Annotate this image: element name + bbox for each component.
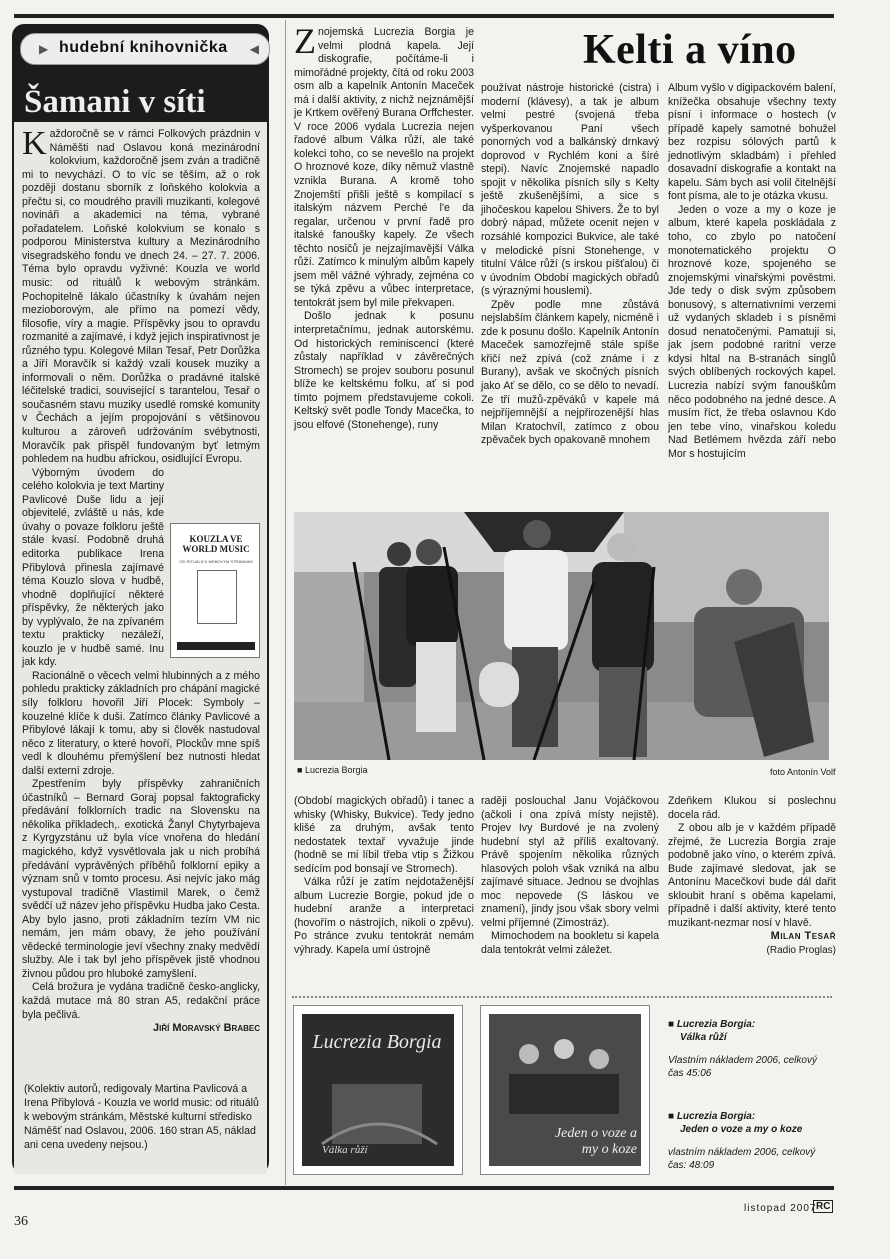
album-artist: ■ Lucrezia Borgia: <box>668 1111 756 1122</box>
dropcap: K <box>22 125 47 162</box>
album-cover-subtitle: Válka růží <box>322 1144 368 1156</box>
album-name: Jeden o voze a my o koze <box>680 1124 803 1135</box>
book-cover-illustration <box>197 570 237 624</box>
article-paragraph: Zdeňkem Klukou si poslechnu docela rád. <box>668 795 836 821</box>
article-author-source: (Radio Proglas) <box>766 945 836 957</box>
magazine-logo: RC <box>813 1200 833 1213</box>
triangle-left-icon: ◀ <box>249 42 259 56</box>
album-cover-title: Jeden o voze a my o koze <box>554 1126 637 1157</box>
sidebar-paragraph: Zpestřením byly příspěvky zahraničních účastníků – Bernard Goraj popsal faktograficky předávání folklorních tradic na Slovensku na několika příkladech,. exotická Žanyl Chytyrbajeva z Kyrgyzstánu už byla více vnořena do hledání magického, když vysvětlovala jak u nich probíhá předávání vyprávěných příběhů folklorní epiky a význam snů v tomto procesu. Asi nejvíc jako mág vystupoval tradičně Vlastimil Marek, o čemž svědčí už název jeho příspěvku Hudba jako Cesta. Aby bylo jasno, proti základním tezím VM nic nemám, jen mám obavy, že jeho používání vědecké terminologie jeví všechny znaky medvědí služby. Ale i tak byl jeho příspěvek jistě vhodnou živnou půdou pro hluboké zamyšlení. <box>22 778 260 980</box>
band-photo <box>294 512 829 760</box>
book-cover-subtitle: OD RITUÁLŮ K WEBOVÝM STRÁNKÁM <box>179 559 253 564</box>
article-paragraph: Mimochodem na bookletu si kapela dala tentokrát velmi záležet. <box>481 930 659 957</box>
article-column-6 <box>668 795 836 958</box>
article-paragraph: (Období magických obřadů) i tanec a whisky (Whisky, Bukvice). Tedy jedno klišé za druhým, avšak tento nedostatek textař vyvažuje jinde (hodně se mi líbil třeba vtip s Žižkou sedícím pod bonsají ve Stromech). <box>294 795 474 875</box>
article-paragraph: Jeden o voze a my o koze je album, které kapela poskládala z toho, co zbylo po natočení monotematického projektu O hroznové koze, spojeného se znojemskými vinařskými pověstmi. Jde tedy o disk svým způsobem bonusový, s alternativními verzemi už vydaných skladeb i s písněmi dosud nenatočenými. Pamatuji si, jak jsem podobné raritní verze kdysi hltal na B-stranách singlů svých oblíbených rockových kapel. Lucrezia nabízí svým fanouškům něco podobného na jedné desce. A musím říct, že třeba oslavnou Kdo jen tebe víno, vinařskou koledu Nad Betlémem hvězda září nebo Mor s hostujícím <box>668 203 836 460</box>
article-title: Kelti a víno <box>583 27 797 73</box>
album-cover-valka-ruzi <box>293 1005 463 1175</box>
photo-credit: foto Antonín Volf <box>770 767 836 777</box>
book-cover-band <box>177 642 255 650</box>
album-cover-title: Lucrezia Borgia <box>312 1031 442 1053</box>
column-rule <box>285 20 286 1185</box>
article-paragraph: Zpěv podle mne zůstává nejslabším článkem kapely, nicméně i zde k posunu došlo. Kapelník Antonín Maceček samozřejmě stále spíše křičí než zpívá (což známe i z Burany), avšak ve skočných písních jako Ať se dělo, co se dělo to nevadí. Ze tří mužů-zpěváků v kapele má nejpříjemnější a nejpřirozenější hlas Milan Kratochvíl, zatímco z obou zpěvaček bych opakovaně mnohem <box>481 298 659 447</box>
article-dropcap: Z <box>294 21 316 61</box>
album-cover-art <box>302 1014 454 1166</box>
dotted-divider <box>292 996 832 998</box>
photo-caption: ■ Lucrezia Borgia <box>297 765 368 775</box>
issue-date: listopad 2007 <box>744 1203 817 1214</box>
article-column-5 <box>481 795 659 958</box>
article-paragraph: raději poslouchal Janu Vojáčkovou (ačkoli i ona zpívá místy nejistě). Projev Ivy Burdové je na zvolený hudební styl až příliš exaltovaný. Právě spojením několika různých hlasových poloh však vzniká na albu zajímavé situace. Jednou se dvojhlas moc nepovede (S láskou ve znamení), jindy jsou však sbory velmi velmi příjemné (Zimostráz). <box>481 795 659 929</box>
album-details: vlastním nákladem 2006, celkový čas: 48:09 <box>668 1147 816 1171</box>
sidebar-paragraph: Každoročně se v rámci Folkových prázdnin v Náměšti nad Oslavou koná mezinárodní kolokvium, každoročně jsem zván a tradičně mi to nevychází. O to víc se těším, až o rok později dostanu sborník z loňského kolokvia a přečtu si, co moudrého pravili muzikanti, kolegové novináři a akademici na téma, vybrané pořadatelem. Loňské kolokvium se konalo s podporou Ministerstva kultury a Mezinárodního visegradského fondu ve dnech 24. – 27. 7. 2006. Téma bylo opravdu vyživné: Kouzla ve world music: od rituálů k webovým stránkám. Pochopitelně lákalo účastníky k úvahám nejen mezioborovým, ale přímo na pomezí vědy, filosofie, víry a magie. Příspěvky jsou to opravdu rozmanité a zajímavé, i když jejich inspirativnost je různého typu. Kolegové Milan Tesař, Petr Dorůžka a Jiří Moravčík si každý vzali kousek muziky a informovali o něm. Dorůžka o pradávné italské léčitelské tradici, související s tarantelou, Tesař o současném stavu muziky usedlé romské komunity v Čechách a jejím propojování s většinovou kulturou a zároveň udržováním svébytnosti, Moravčík pak přispěl fundovaným byť letmým pohledem na hudbu africkou, osidlující Evropu. <box>22 125 260 466</box>
article-column-4 <box>294 795 474 958</box>
sidebar-paragraph: Výborným úvodem do celého kolokvia je text Martiny Pavlicové Duše lidu a její objevitelé, zvláště u nás, kde úvahy o povaze folkloru ještě stále kvasí. Podobně druhá editorka publikace Irena Přibylová přinesla zajímavé téma Kouzlo slova v hudbě, vhodně doplňující některé příspěvky, že některých jako by vyplývalo, že na zpívaném textu prakticky nezáleží, kouzlo je v hudbě samé. Inu jak kdy. <box>22 466 164 669</box>
album-details: Vlastním nákladem 2006, celkový čas 45:06 <box>668 1055 817 1079</box>
section-label-pill <box>20 33 270 65</box>
section-label: hudební knihovnička <box>59 39 228 56</box>
article-column-1 <box>294 21 474 432</box>
album-info-2 <box>668 1110 833 1172</box>
triangle-right-icon: ▶ <box>39 42 49 56</box>
book-cover-image <box>170 523 260 658</box>
band-photo-image <box>294 512 829 760</box>
article-paragraph: Z obou alb je v každém případě zřejmé, že Lucrezia Borgia zraje podobně jako víno, o kterém zpívá. Bude zajímavé sledovat, jak se Antonínu Macečkovi bude dál dařit skloubit hraní s oběma kapelami, případně i další aktivity, které tento muzikant-nezmar nosí v hlavě. <box>668 822 836 929</box>
article-paragraph: Válka růží je zatím nejdotaženější album Lucrezie Borgie, pokud jde o hudební aranže a interpretaci (hovořím o nástrojích, nikoli o zpěvu). Po stránce zvuku tentokrát nemám výhrady. Kapela umí ústrojně <box>294 876 474 957</box>
article-paragraph: Album vyšlo v digipackovém balení, knížečka obsahuje všechny texty písní i informace o hostech (v případě kapely samotné bohužel bez rozpisu sólových partů k jednotlivým skladbám) i přehled dosavadní diskografie a kontakt na kapelu. Sám bych asi volil čitelnější font písma, ale to je otázka vkusu. <box>668 82 836 203</box>
bottom-rule <box>14 1186 834 1190</box>
album-name: Válka růží <box>680 1032 727 1043</box>
sidebar-title: Šamani v síti <box>24 84 206 120</box>
article-paragraph: Došlo jednak k posunu interpretačnímu, jednak autorskému. Od historických reminiscencí (které zůstaly například v závěrečných Stromech) se projev souboru posunul blíže ke keltskému folku, ať si pod tímto pojmem představujeme cokoli. Keltský svět podle Tondy Macečka, to jsou elfové (Stonehenge), runy <box>294 310 474 431</box>
top-rule <box>14 14 834 18</box>
article-paragraph: Znojemská Lucrezia Borgia je velmi plodná kapela. Její diskografie, počítáme-li i mimořádné projekty, čítá od roku 2003 osm alb a kapelník Antonín Maceček má i další aktivity, z nichž nejznámější je Krtkem ověřený Burana Orffchester. V roce 2006 vydala Lucrezia nejen řadové album Válka růží, ale také kolekci toho, co se nevešlo na projekt O hroznové koze, díky němuž vlastně vznikla Burana. A kromě toho Znojemští přišli ještě s kompilací s italským názvem Perché l'e da regalar, určenou v první řadě pro italské fanoušky kapely. Ze všech těchto nosičů je nejzajímavější Válka růží. Zatímco k minulým albům kapely jsem měl vážné výhrady, zejména co se týká zpěvu a vůbec interpretace, tentokrát jsem byl mile překvapen. <box>294 21 474 309</box>
article-column-3 <box>668 82 836 461</box>
article-author: Milan Tesař <box>770 930 836 943</box>
article-paragraph: používat nástroje historické (cistra) i moderní (klávesy), a tak je album velmi pestré (svojená třeba vyšperkovanou Paní všech ponorných vod a balkánský drnkavý doprovod v Rychlém koni a šíré stepi). Navíc Znojemské napadlo spojit v několika písních síly s Kelty ještě zkušenějšími, a sice s jihočeskou kapelou Shivers. Že to byl dobrý nápad, můžete ocenit nejen v rozsáhlé kompozici Bukvice, ale také v melodické písni Stonehenge, v titulní Válce růží (s irskou píšťalou) či v úvodním Období magických obřadů (s výraznými houslemi). <box>481 82 659 298</box>
album-cover-jeden-o-voze <box>480 1005 650 1175</box>
sidebar-paragraph: Racionálně o věcech velmi hlubinných a z mého pohledu prakticky základních pro chápání magické síly folkloru hovořil Jiří Plocek: Symboly – kouzelné klíče k duši. Zatímco články Pavlicové a Přibylové lákají k tomu, aby si člověk nastudoval něco z literatury, o které hovoří, Plockův mne spíš vedl k dlouhému přemýšlení bez nutnosti hledat další externí zdroje. <box>22 669 260 777</box>
page-number: 36 <box>14 1214 28 1229</box>
book-cover-title: KOUZLA VE WORLD MUSIC <box>182 534 250 554</box>
sidebar-paragraph: Celá brožura je vydána tradičně česko-anglicky, každá mutace má 80 stran A5, redakční práce byla pečlivá. <box>22 981 260 1021</box>
article-column-2 <box>481 82 659 448</box>
sidebar-footnote: (Kolektiv autorů, redigovaly Martina Pavlicová a Irena Přibylová - Kouzla ve world music: od rituálů k webovým stránkám, Městské kulturní středisko Náměšť nad Oslavou, 2006. 160 stran A5, náklad ani cena uvedeny nejsou.) <box>24 1083 259 1151</box>
sidebar-author: Jiří Moravský Brabec <box>153 1022 260 1035</box>
album-artist: ■ Lucrezia Borgia: <box>668 1019 756 1030</box>
album-info-1 <box>668 1018 833 1080</box>
